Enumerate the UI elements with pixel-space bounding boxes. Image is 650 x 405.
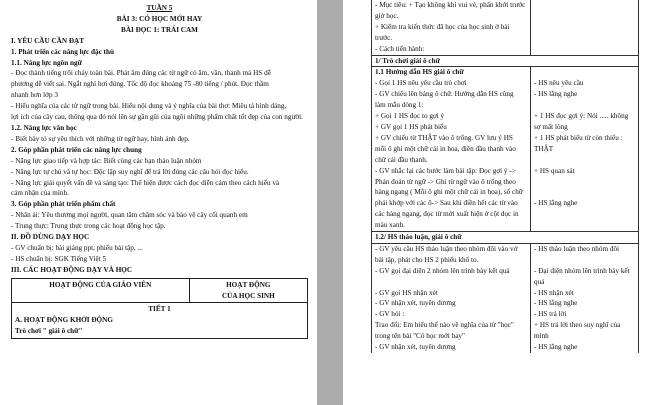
teacher-cell: 1.1 Hướng dẫn HS giải ô chữ [371,67,531,78]
table-row [371,298,639,309]
document-page-left [0,0,317,405]
student-cell: sợ mất lòng [531,122,639,133]
body-text-line: - Năng lực giao tiếp và hợp tác: Biết cùng các bạn thảo luận nhóm [11,156,202,165]
table-row [371,0,639,22]
table-row [371,22,639,44]
game-label: Trò chơi " giải ô chữ" [15,327,83,336]
teacher-cell: màu xanh. [371,220,531,231]
student-cell: - HS trả lời [531,309,639,320]
body-text-line: lợi ích của cây cau, thông qua đó nói lên sự gần gũi của ngôi những phẩm chất tốt đẹp của con người. [11,113,303,122]
section-1-title: 1/ Trò chơi giải ô chữ [371,55,639,67]
body-text-line: - GV chuẩn bị: bài giảng ppt, phiếu bài tập, ... [11,243,143,252]
teacher-cell: mỗi ô ghi một chữ cái in hoa, điền đầu thanh vào [371,144,531,155]
teacher-cell: hàng ngang ( Mỗi ô ghi một chữ cái in hoa), số chữ [371,187,531,198]
student-cell: - Đại diện nhóm lên trình bày kết [531,266,639,277]
teacher-cell: - GV nhắc lại các bước làm bài tập: Đọc gợi ý -> [371,166,531,177]
table-row [371,133,639,144]
activity-label: A. HOẠT ĐỘNG KHỞI ĐỘNG [15,316,113,325]
teacher-cell: - GV hỏi : [371,309,531,320]
student-cell: + 1 HS đọc gợi ý: Nói ..... không [531,111,639,122]
section-heading: 2. Góp phần phát triển các năng lực chung [11,145,142,154]
table-row [371,277,639,288]
teacher-cell: + Gọi 1 HS đọc to gợi ý [371,111,531,122]
teacher-cell: + Kiểm tra kiến thức đã học của học sinh ở bài trước. [371,22,531,44]
student-cell [531,100,639,111]
teacher-cell: - GV yêu cầu HS thảo luận theo nhóm đôi vào vở [371,244,531,255]
student-cell: + HS quan sát [531,166,639,177]
teacher-cell: - Mục tiêu: + Tạo không khí vui vẻ, phấn khởi trước giờ học. [371,0,531,22]
body-text-line: - HS chuẩn bị: SGK Tiếng Việt 5 [11,254,107,263]
body-text-line: - Năng lực giải quyết vấn đề và sáng tạo: Thể hiện được cách đọc diễn cảm theo cách hiểu và [11,178,280,187]
section-heading: I. YÊU CẦU CẦN ĐẠT [11,36,85,45]
student-cell: THẬT [531,144,639,155]
table-row [371,100,639,111]
teacher-cell: - GV nhận xét, tuyên dương [371,342,531,353]
table-row [371,144,639,155]
body-text-line: - Biết bày tỏ sự yêu thích với những từ ngữ hay, hình ảnh đẹp. [11,134,190,143]
section-heading: III. CÁC HOẠT ĐỘNG DẠY VÀ HỌC [11,265,133,274]
teacher-cell: phải khớp với các ô-> Sau khi điền hết các từ vào [371,198,531,209]
table-row [371,342,639,353]
teacher-cell: Trao đổi: Em hiểu thế nào về nghĩa của từ "học" [371,320,531,331]
student-cell [531,209,639,220]
student-cell [531,44,639,55]
student-cell [531,22,639,44]
table-row [371,177,639,188]
table-row [371,187,639,198]
body-text-line: - Trung thực: Trung thực trong các hoạt động học tập. [11,222,166,231]
teacher-cell: - GV chiếu lên bảng ô chữ. Hướng dẫn HS cùng [371,89,531,100]
lesson-title: BÀI 3: CÓ HỌC MỚI HAY [116,14,203,23]
activity-table-continued [371,0,639,353]
table-row [371,122,639,133]
teacher-cell: + GV chiếu từ THẬT vào ô trống. GV lưu ý HS [371,133,531,144]
student-activity-header [189,278,307,303]
table-row [371,255,639,266]
teacher-activity-header: HOẠT ĐỘNG CỦA GIÁO VIÊN [12,278,190,303]
table-row [371,44,639,55]
body-text-line: phương dễ viết sai. Ngắt nghỉ hơi đúng. Tốc độ đọc khoảng 75 -80 tiếng / phút. Đọc thầm [11,80,269,89]
table-row [371,166,639,177]
student-header-line1: HOẠT ĐỘNG [226,280,271,289]
section-heading: II. ĐỒ DÙNG DẠY HỌC [11,233,90,242]
student-cell: quả [531,277,639,288]
table-row [371,209,639,220]
table-row [371,288,639,299]
teacher-cell: các hàng ngang, đọc từ mới xuất hiện ở cột dọc in [371,209,531,220]
teacher-cell: trong tên bài "Có học mới hay" [371,331,531,342]
section-2-title: 1.2/ HS thảo luận, giải ô chữ [371,231,639,243]
section-heading: 1. Phát triển các năng lực đặc thù [11,47,114,56]
student-cell [531,67,639,78]
table-row [371,331,639,342]
student-cell [531,0,639,22]
student-header-line2: CỦA HỌC SINH [221,291,275,300]
student-cell [531,177,639,188]
activity-table [11,278,308,340]
student-cell: + 1 HS phát biểu từ còn thiếu : [531,133,639,144]
body-text-line: nhanh hơn lớp 3 [11,91,58,100]
student-cell: - HS nhận xét [531,288,639,299]
table-row [371,220,639,231]
week-heading: TUẦN 5 [146,4,173,12]
period-row [12,303,308,339]
teacher-cell: làm mẫu dòng 1: [371,100,531,111]
table-row [371,89,639,100]
student-cell: - HS lắng nghe [531,89,639,100]
teacher-cell [371,277,531,288]
section-heading: 3. Góp phần phát triển phẩm chất [11,200,116,209]
table-row [371,320,639,331]
document-page-right [343,0,650,405]
table-row [371,155,639,166]
table-row [371,111,639,122]
period-label: TIẾT 1 [148,305,171,314]
teacher-cell: bài tập, phát cho HS 2 phiếu khổ to. [371,255,531,266]
left-page-body [11,36,308,276]
teacher-cell: chữ cái đầu thanh. [371,155,531,166]
student-cell: - HS lắng nghe [531,298,639,309]
body-text-line: - Hiểu nghĩa của các từ ngữ trong bài. Hiểu nội dung và ý nghĩa của bài thơ: Miêu tả hình dáng, [11,102,287,111]
teacher-cell: Phán đoán từ ngữ -> Ghi từ ngữ vào ô trống theo [371,177,531,188]
teacher-cell: - Gọi 1 HS nêu yêu cầu trò chơi [371,78,531,89]
body-text-line: - Năng lực tự chủ và tự học: Độc lập suy nghĩ để trả lời đúng các câu hỏi đọc hiểu. [11,167,249,176]
section-heading: 1.1. Năng lực ngôn ngữ [11,58,82,67]
teacher-cell: - Cách tiến hành: [371,44,531,55]
table-row [371,78,639,89]
table-row [371,244,639,255]
student-cell: - HS lắng nghe [531,198,639,209]
body-text-line: - Nhân ái: Yêu thương mọi người, quan tâm chăm sóc và bảo vệ cây cối quanh em [11,211,248,220]
reading-title: BÀI ĐỌC 1: TRÁI CAM [121,25,198,34]
teacher-cell: - GV gọi HS nhận xét [371,288,531,299]
table-row [371,198,639,209]
body-text-line: - Đọc thành tiếng trôi chảy toàn bài. Phát âm đúng các từ ngữ có âm, vần, thanh mà HS dễ [11,69,271,78]
teacher-cell: - GV nhận xét, tuyên dương [371,298,531,309]
body-text-line: cảm nhận của mình. [11,189,69,198]
student-cell: - HS lắng nghe [531,342,639,353]
student-cell: - HS thảo luận theo nhóm đôi [531,244,639,255]
student-cell [531,220,639,231]
student-cell: mình [531,331,639,342]
table-row [371,309,639,320]
section-heading: 1.2. Năng lực văn học [11,123,77,132]
teacher-cell: - GV gọi đại diện 2 nhóm lên trình bày kết quả [371,266,531,277]
student-cell: - HS nêu yêu cầu [531,78,639,89]
student-cell [531,255,639,266]
table-row [371,67,639,78]
student-cell [531,155,639,166]
student-cell: + HS trả lời theo suy nghĩ của [531,320,639,331]
teacher-cell: + GV gọi 1 HS phát biểu [371,122,531,133]
student-cell [531,187,639,198]
table-row [371,266,639,277]
